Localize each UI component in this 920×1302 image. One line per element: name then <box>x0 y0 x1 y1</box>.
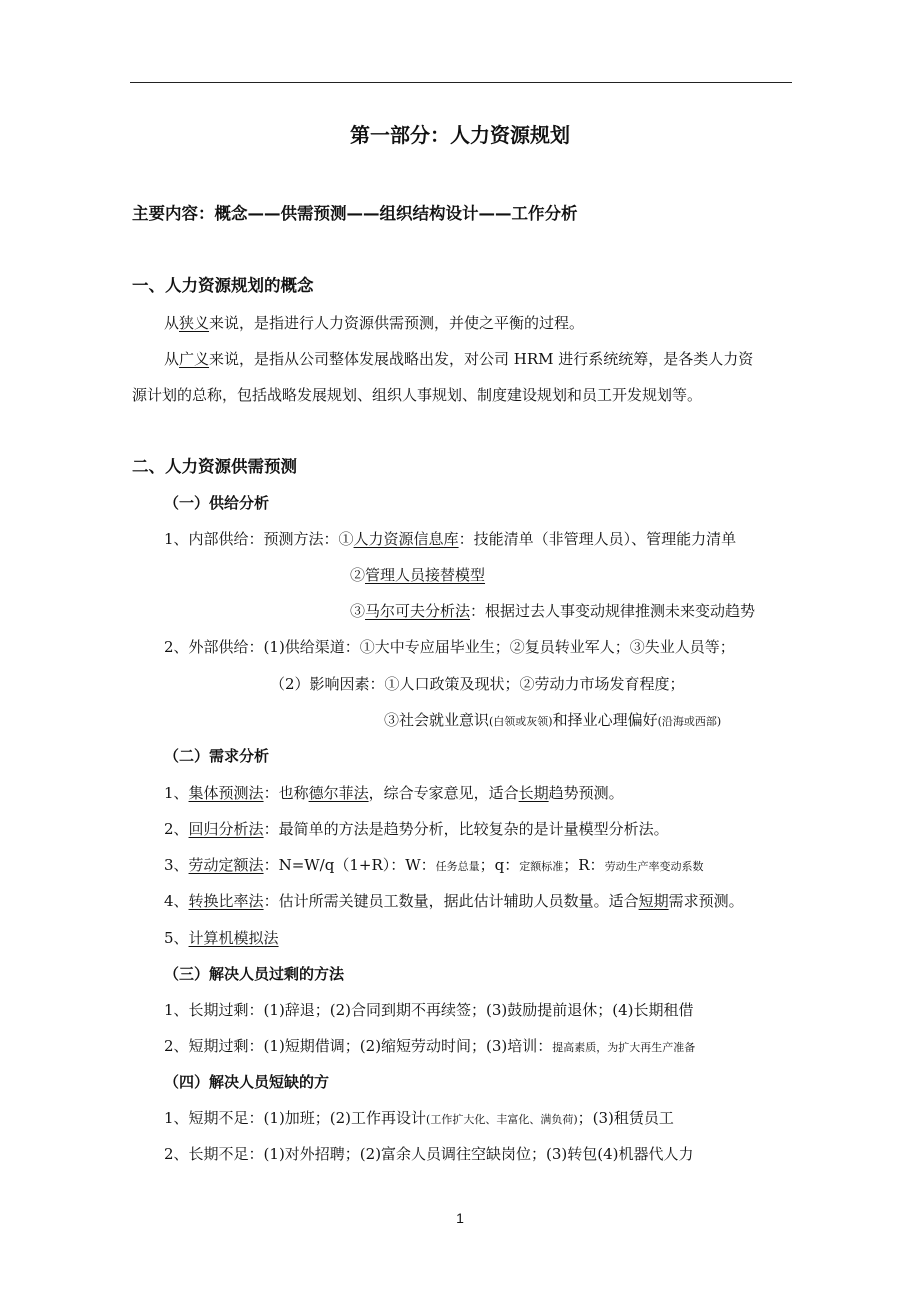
note-collar: (白领或灰领) <box>489 715 553 728</box>
term-regression: 回归分析法 <box>188 820 264 838</box>
term-replacement-model: 管理人员接替模型 <box>365 566 486 584</box>
term-ratio: 转换比率法 <box>188 892 264 910</box>
section1-paragraph-broad <box>164 348 753 370</box>
section1-paragraph-narrow <box>164 312 584 334</box>
term-simulation: 计算机模拟法 <box>188 929 279 947</box>
term-long-term: 长期 <box>518 784 549 802</box>
text-segment: ：根据过去人事变动规律推测未来变动趋势 <box>470 602 756 620</box>
text-segment: ；q： <box>479 856 520 874</box>
text-segment: 1、短期不足：(1)加班；(2)工作再设计 <box>164 1109 427 1127</box>
text-segment: 来说，是指进行人力资源供需预测，并使之平衡的过程。 <box>209 314 585 332</box>
demand-line-2 <box>164 818 669 840</box>
surplus-line-2 <box>164 1035 695 1059</box>
page-number: 1 <box>456 1210 464 1226</box>
term-broad: 广义 <box>179 350 210 368</box>
term-hr-info-base: 人力资源信息库 <box>353 530 459 548</box>
text-segment: ：估计所需关键员工数量，据此估计辅助人员数量。适合 <box>263 892 639 910</box>
text-segment: ② <box>350 566 366 584</box>
term-collective: 集体预测法 <box>188 784 264 802</box>
shortage-heading: （四）解决人员短缺的方 <box>164 1073 330 1091</box>
shortage-line-2: 2、长期不足：(1)对外招聘；(2)富余人员调往空缺岗位；(3)转包(4)机器代人力 <box>164 1145 694 1163</box>
supply-line-factors: （2）影响因素：①人口政策及现状；②劳动力市场发育程度； <box>270 675 685 693</box>
section1-paragraph-broad-cont: 源计划的总称，包括战略发展规划、组织人事规划、制度建设规划和员工开发规划等。 <box>132 386 703 404</box>
demand-line-3 <box>164 854 704 878</box>
text-segment: ，综合专家意见，适合 <box>368 784 519 802</box>
text-segment: 从 <box>164 314 180 332</box>
text-segment: 趋势预测。 <box>548 784 624 802</box>
text-segment: 从 <box>164 350 180 368</box>
text-segment: 来说，是指从公司整体发展战略出发，对公司 HRM 进行系统统筹，是各类人力资 <box>209 350 754 368</box>
text-segment: 和择业心理偏好 <box>552 711 658 729</box>
text-segment: ；R： <box>563 856 605 874</box>
text-segment: 1、内部供给：预测方法：① <box>164 530 354 548</box>
surplus-line-1: 1、长期过剩：(1)辞退；(2)合同到期不再续签；(3)鼓励提前退休；(4)长期租借 <box>164 1001 694 1019</box>
term-markov: 马尔可夫分析法 <box>365 602 471 620</box>
text-segment: ：技能清单（非管理人员）、管理能力清单 <box>458 530 737 548</box>
header-rule <box>130 82 792 83</box>
text-segment: 2、 <box>164 820 189 838</box>
text-segment: 2、短期过剩：(1)短期借调；(2)缩短劳动时间；(3)培训： <box>164 1037 553 1055</box>
supply-line-markov <box>350 600 755 622</box>
note-productivity: 劳动生产率变动系数 <box>604 860 704 873</box>
page-title: 第一部分：人力资源规划 <box>350 123 570 147</box>
term-short-term: 短期 <box>638 892 669 910</box>
text-segment: 3、 <box>164 856 189 874</box>
demand-heading: （二）需求分析 <box>164 747 270 765</box>
text-segment: ：也称 <box>263 784 309 802</box>
note-region: (沿海或西部) <box>657 715 722 728</box>
section1-heading: 一、人力资源规划的概念 <box>132 276 314 295</box>
text-segment: ③社会就业意识 <box>384 711 490 729</box>
demand-line-4 <box>164 890 744 912</box>
text-segment: ；(3)租赁员工 <box>577 1109 674 1127</box>
section2-heading: 二、人力资源供需预测 <box>132 457 297 476</box>
supply-line-external: 2、外部供给：(1)供给渠道：①大中专应届毕业生；②复员转业军人；③失业人员等； <box>164 638 735 656</box>
term-narrow: 狭义 <box>179 314 210 332</box>
supply-line-social <box>384 709 721 733</box>
text-segment: 4、 <box>164 892 189 910</box>
text-segment: 需求预测。 <box>668 892 744 910</box>
note-quota-standard: 定额标准 <box>519 860 564 873</box>
text-segment: ：最简单的方法是趋势分析，比较复杂的是计量模型分析法。 <box>263 820 669 838</box>
shortage-line-1 <box>164 1107 674 1131</box>
note-training: 提高素质，为扩大再生产准备 <box>552 1041 696 1054</box>
term-labor-quota: 劳动定额法 <box>188 856 264 874</box>
note-task-total: 任务总量 <box>435 860 480 873</box>
supply-line-replacement <box>350 564 485 586</box>
note-job-redesign: (工作扩大化、丰富化、满负荷) <box>426 1113 578 1126</box>
supply-heading: （一）供给分析 <box>164 494 270 512</box>
demand-line-1 <box>164 782 624 804</box>
supply-line-internal <box>164 528 736 550</box>
text-segment: ③ <box>350 602 366 620</box>
term-delphi: 德尔菲法 <box>308 784 369 802</box>
demand-line-5 <box>164 927 279 949</box>
text-segment: 5、 <box>164 929 189 947</box>
text-segment: ：N=W/q（1+R）：W： <box>263 856 436 874</box>
main-content-line: 主要内容：概念——供需预测——组织结构设计——工作分析 <box>132 204 578 223</box>
surplus-heading: （三）解决人员过剩的方法 <box>164 965 345 983</box>
text-segment: 1、 <box>164 784 189 802</box>
